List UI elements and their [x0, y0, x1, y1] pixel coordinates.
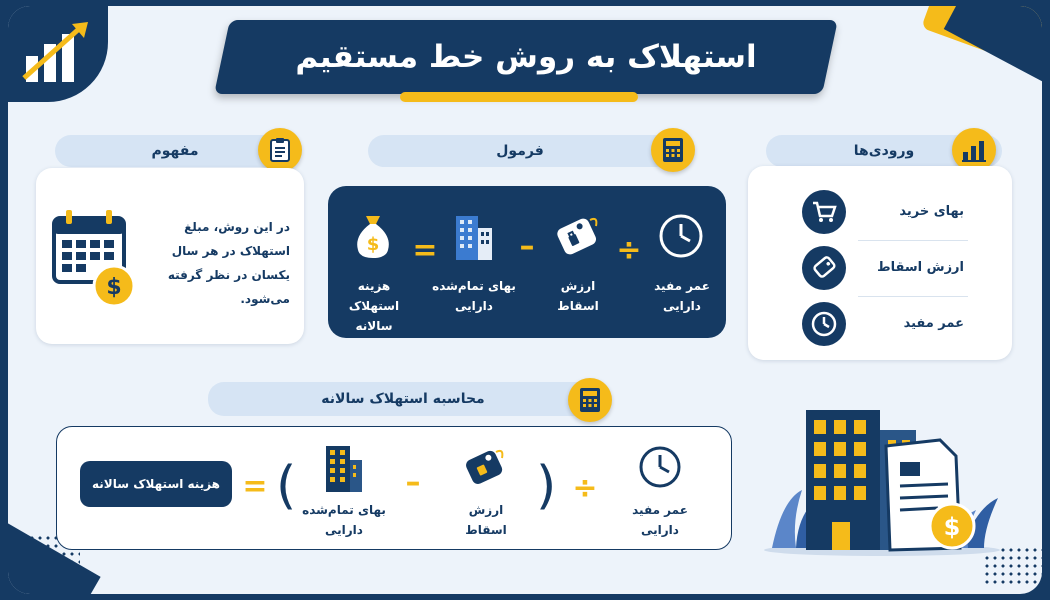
equals-operator: =: [242, 469, 268, 504]
input-salvage-value: ارزش اسقاط: [877, 260, 964, 275]
clipboard-icon: [258, 128, 302, 172]
divide-operator: ÷: [616, 233, 642, 268]
calculator-icon: [568, 378, 612, 422]
calc-expense-result: هزینه استهلاک سالانه: [80, 461, 232, 507]
equals-operator: =: [412, 233, 438, 268]
svg-text:$: $: [366, 234, 380, 255]
clock-icon: [637, 444, 683, 494]
formula-heading: فرمول: [368, 135, 672, 167]
clock-icon: [802, 302, 846, 346]
calc-cost: بهای تمام‌شده دارایی: [302, 503, 386, 537]
input-purchase-price: بهای خرید: [899, 204, 964, 219]
calendar-money-icon: [52, 208, 140, 316]
money-bag-icon: [350, 212, 396, 264]
svg-text:$: $: [943, 513, 961, 541]
tag-icon: [802, 246, 846, 290]
cart-icon: [802, 190, 846, 234]
calc-useful-life: عمر مفید دارایی: [632, 503, 688, 537]
growth-chart-icon: [22, 20, 94, 86]
open-paren: (: [276, 456, 297, 516]
formula-cost: بهای تمام‌شده دارایی: [432, 279, 516, 313]
clock-icon: [658, 213, 704, 263]
divide-operator: ÷: [572, 471, 598, 506]
corner-accent-navy: [944, 6, 1042, 95]
formula-salvage: ارزش اسقاط: [557, 279, 599, 313]
inputs-heading: ورودی‌ها: [766, 135, 1002, 167]
minus-operator: –: [405, 465, 421, 500]
input-useful-life: عمر مفید: [903, 316, 964, 331]
divider: [858, 296, 968, 297]
formula-useful-life: عمر مفید دارایی: [654, 279, 710, 313]
divider: [858, 240, 968, 241]
building-icon: [322, 440, 366, 496]
buildings-document-illustration: [762, 400, 1002, 564]
title-underline: [400, 92, 638, 102]
tag-icon: [462, 444, 508, 494]
tag-icon: [554, 214, 602, 264]
formula-expense: هزینه استهلاک سالانه: [348, 279, 400, 333]
concept-text: در این روش، مبلغ استهلاک در هر سال یکسان در نظر گرفته می‌شود.: [167, 220, 290, 306]
minus-operator: –: [519, 229, 535, 264]
calc-salvage: ارزش اسقاط: [465, 503, 507, 537]
calc-heading: محاسبه استهلاک سالانه: [208, 382, 598, 416]
calculator-icon: [651, 128, 695, 172]
close-paren: ): [536, 456, 557, 516]
concept-heading: مفهوم: [55, 135, 295, 167]
page-title: استهلاک به روش خط مستقیم: [295, 39, 757, 75]
svg-text:$: $: [106, 275, 122, 300]
building-icon: [452, 210, 496, 264]
